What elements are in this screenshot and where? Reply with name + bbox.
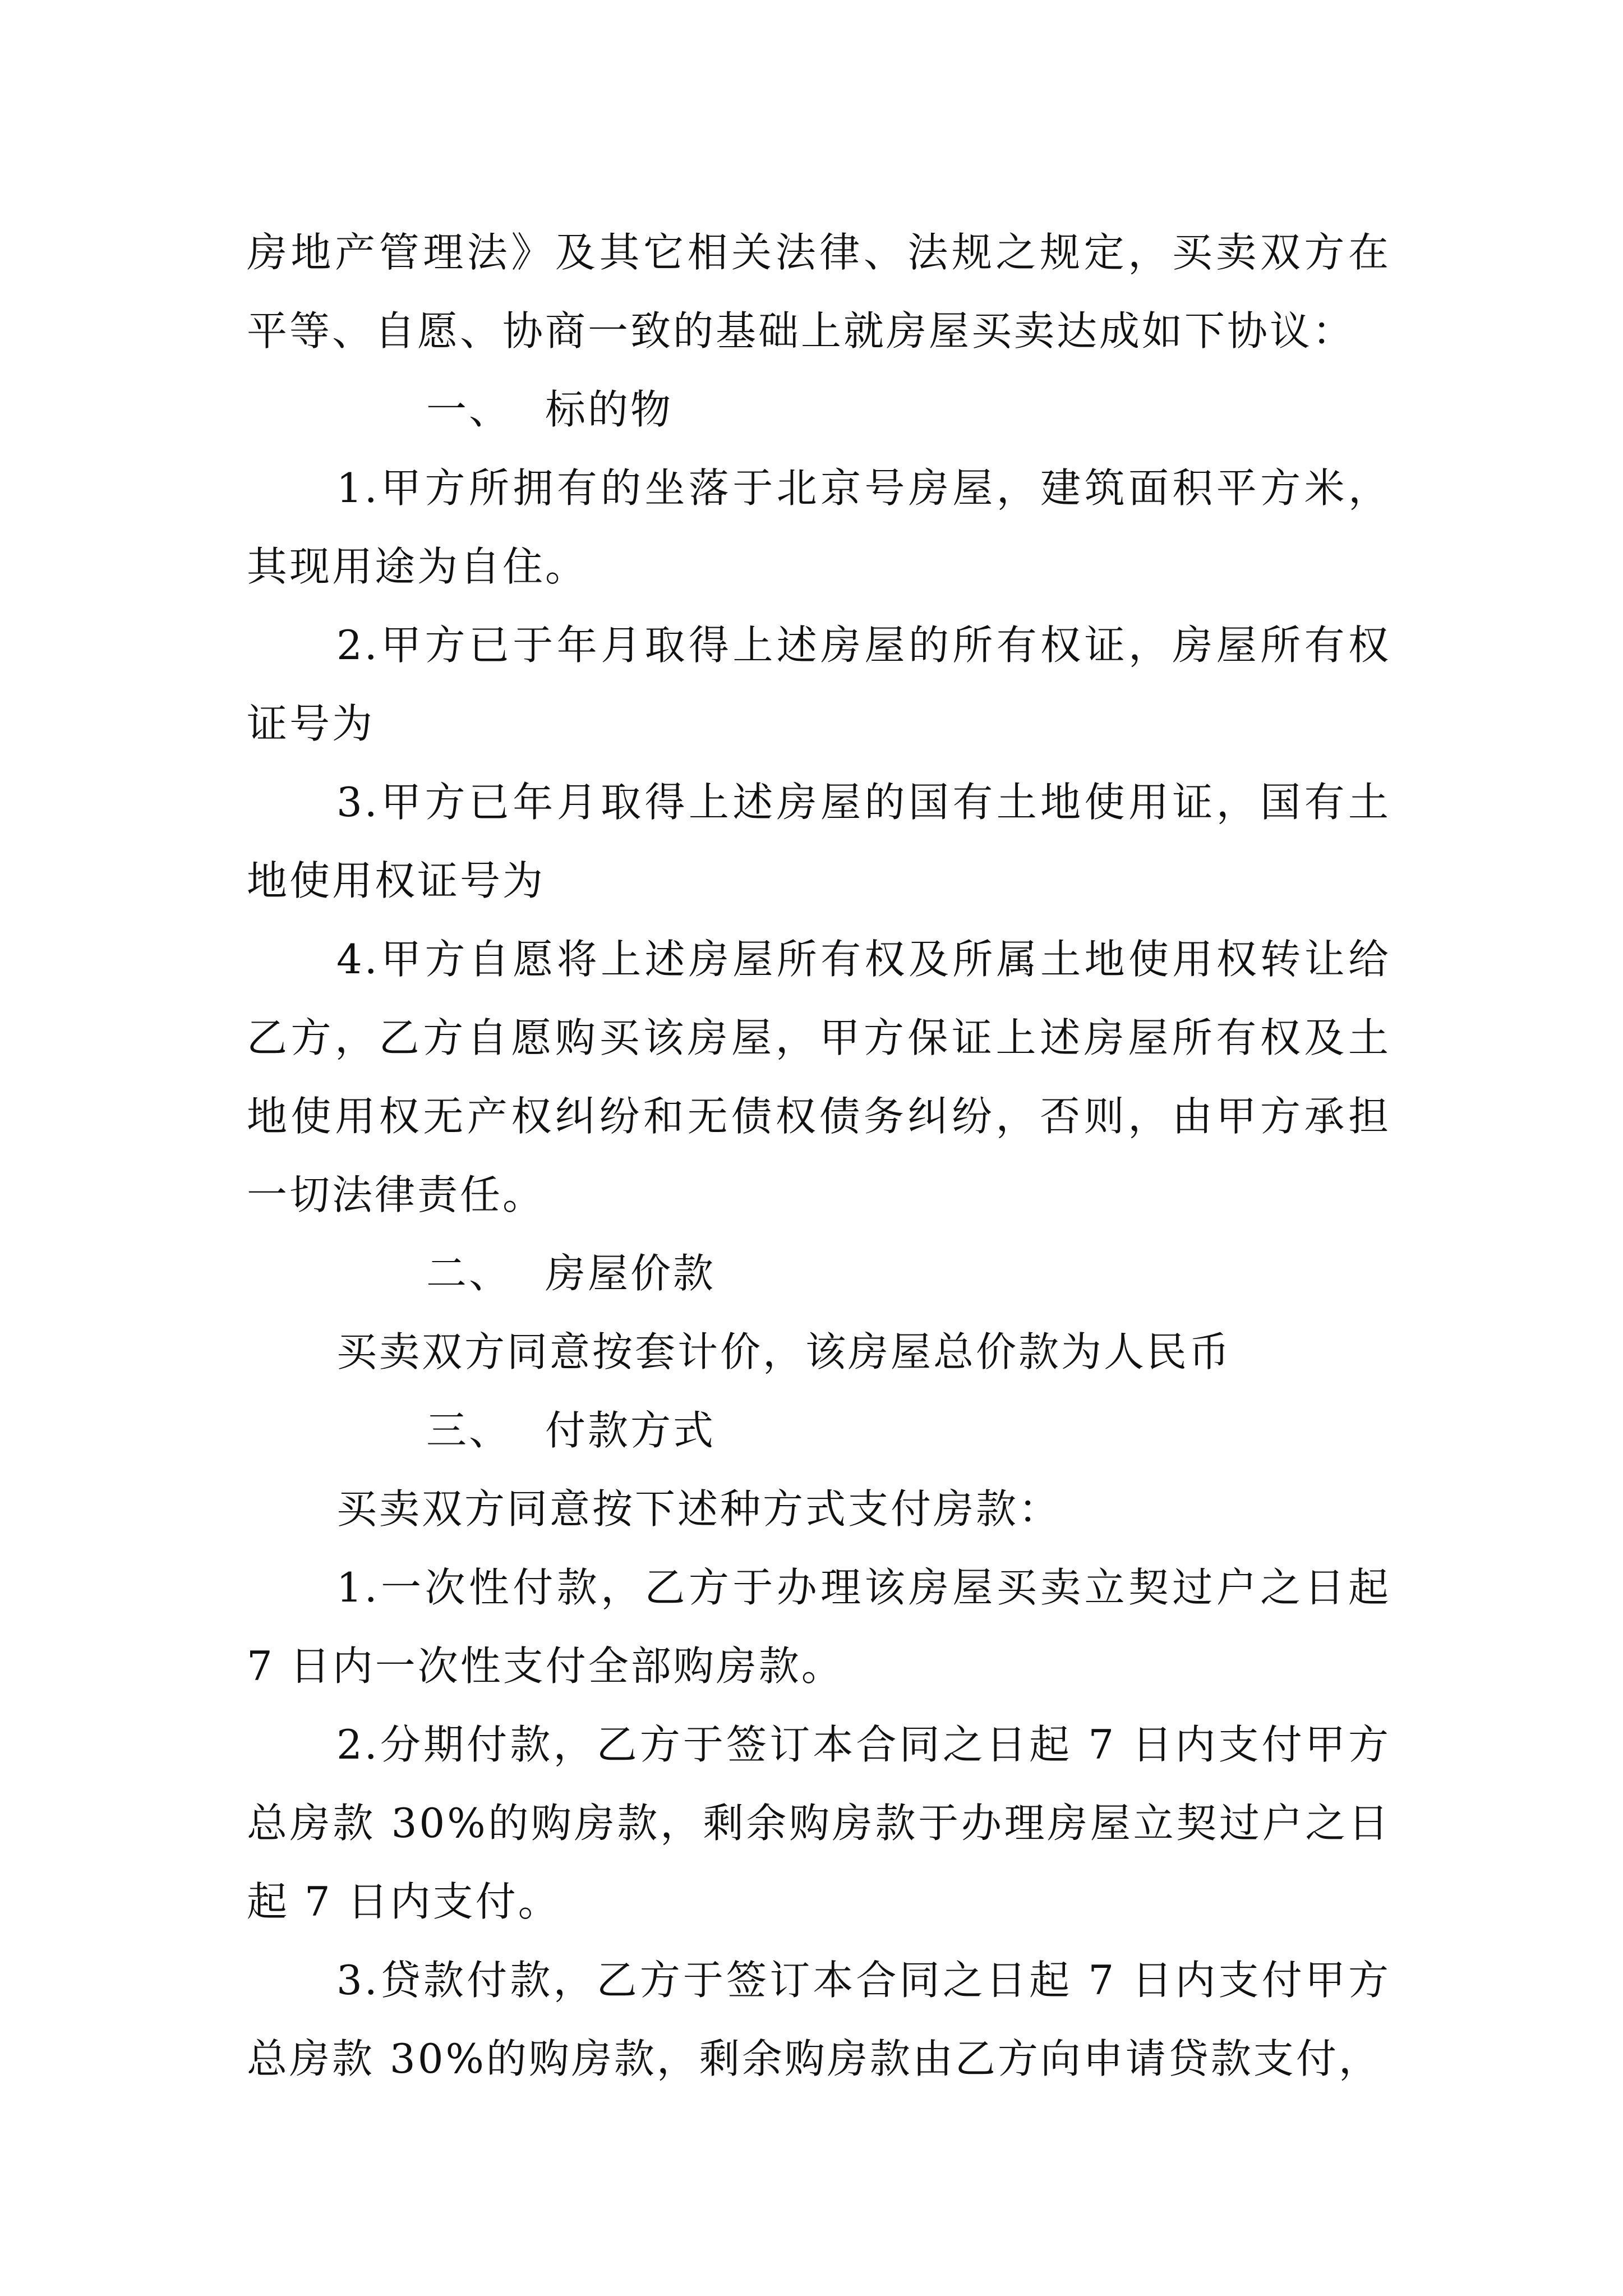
paragraph-clause-1-1: 1.甲方所拥有的坐落于北京号房屋，建筑面积平方米，其现用途为自住。: [247, 464, 1391, 590]
section-number: 三、: [426, 1407, 512, 1454]
paragraph-clause-1-2: 2.甲方已于年月取得上述房屋的所有权证，房屋所有权证号为: [247, 622, 1391, 747]
paragraph-intro: 房地产管理法》及其它相关法律、法规之规定，买卖双方在平等、自愿、协商一致的基础上就房屋买卖达成如下协议：: [247, 229, 1391, 355]
paragraph-clause-3-3: 3.贷款付款，乙方于签订本合同之日起 7 日内支付甲方总房款 30%的购房款，剩余购房款由乙方向申请贷款支付，: [247, 1957, 1391, 2082]
paragraph-clause-1-4: 4.甲方自愿将上述房屋所有权及所属土地使用权转让给乙方，乙方自愿购买该房屋，甲方保证上述房屋所有权及土地使用权无产权纠纷和无债权债务纠纷，否则，由甲方承担一切法律责任。: [247, 936, 1391, 1218]
section-title: 标的物: [545, 386, 674, 433]
paragraph-clause-1-3: 3.甲方已年月取得上述房屋的国有土地使用证，国有土地使用权证号为: [247, 779, 1391, 904]
paragraph-clause-3-1: 1.一次性付款，乙方于办理该房屋买卖立契过户之日起 7 日内一次性支付全部购房款。: [247, 1564, 1391, 1690]
section-number: 二、: [426, 1250, 512, 1297]
section-number: 一、: [426, 386, 512, 433]
section-heading-1: [247, 370, 1391, 449]
section-title: 房屋价款: [545, 1250, 716, 1297]
document-body: [247, 213, 1391, 2098]
section-heading-2: [247, 1234, 1391, 1313]
paragraph-payment-intro: 买卖双方同意按下述种方式支付房款：: [336, 1485, 1062, 1533]
paragraph-clause-3-2: 2.分期付款，乙方于签订本合同之日起 7 日内支付甲方总房款 30%的购房款，剩余购房款于办理房屋立契过户之日起 7 日内支付。: [247, 1721, 1391, 1925]
section-heading-3: [247, 1391, 1391, 1470]
section-title: 付款方式: [545, 1407, 716, 1454]
paragraph-price: 买卖双方同意按套计价，该房屋总价款为人民币: [336, 1328, 1232, 1375]
